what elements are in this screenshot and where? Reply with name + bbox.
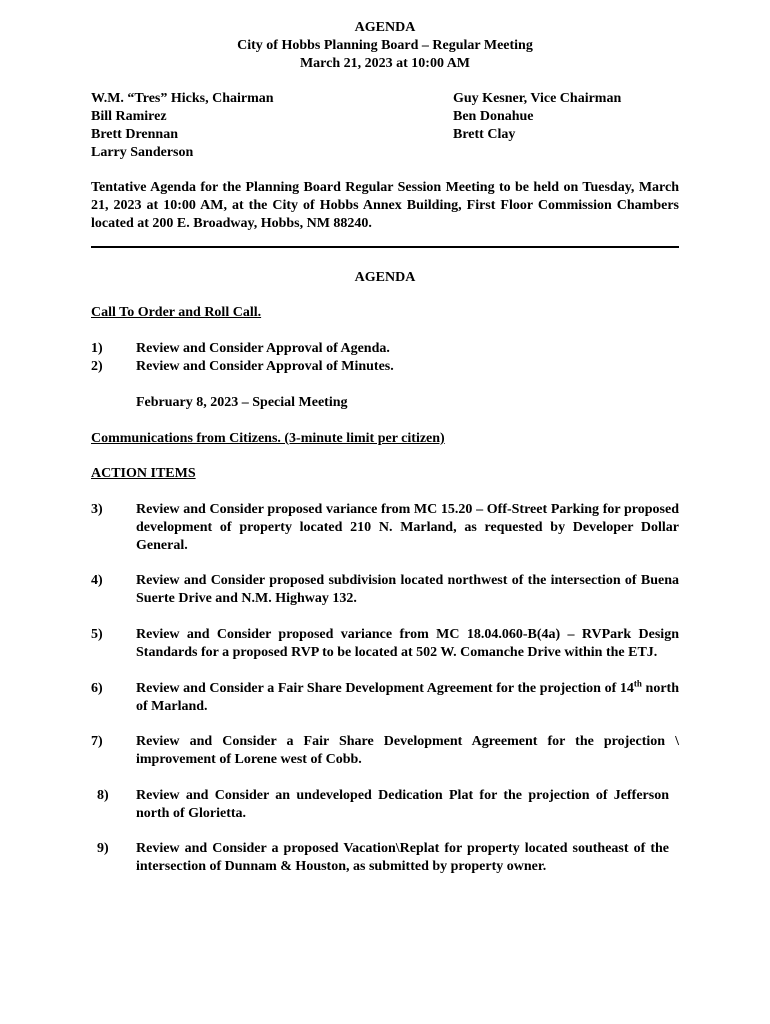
- item-number: 6): [91, 681, 103, 696]
- item-text-part: north of Marland.: [136, 681, 679, 714]
- ordinal-suffix: th: [633, 678, 642, 689]
- item-number: 1): [91, 341, 103, 356]
- item-number: 3): [91, 502, 103, 517]
- board-member: Larry Sanderson: [91, 145, 194, 160]
- agenda-item: [91, 787, 669, 823]
- item-number: 7): [91, 734, 103, 749]
- board-member: Brett Drennan: [91, 127, 178, 142]
- item-number: 8): [97, 788, 109, 803]
- agenda-item: [91, 626, 679, 662]
- item-number: 2): [91, 359, 103, 374]
- agenda-item: [91, 733, 679, 769]
- agenda-item: [91, 501, 679, 555]
- agenda-item: [91, 840, 669, 876]
- item-text: Review and Consider a Fair Share Development Agreement for the projection \ improvement of Lorene west of Cobb.: [136, 734, 679, 767]
- document-subtitle: City of Hobbs Planning Board – Regular Meeting: [237, 38, 533, 53]
- board-member: Brett Clay: [453, 127, 516, 142]
- item-text: Review and Consider Approval of Minutes.: [136, 359, 394, 374]
- board-member: Ben Donahue: [453, 109, 534, 124]
- item-text: Review and Consider proposed subdivision located northwest of the intersection of Buena Suerte Drive and N.M. Highway 132.: [136, 573, 679, 606]
- item-text: Review and Consider Approval of Agenda.: [136, 341, 390, 356]
- board-member: Guy Kesner, Vice Chairman: [453, 91, 622, 106]
- item-number: 9): [97, 841, 109, 856]
- agenda-item: [91, 680, 679, 716]
- meeting-date: March 21, 2023 at 10:00 AM: [299, 56, 471, 71]
- agenda-item: [91, 340, 679, 358]
- divider-line: [91, 246, 679, 248]
- board-members-right: [453, 90, 621, 144]
- call-to-order-heading: Call To Order and Roll Call.: [91, 305, 262, 320]
- item-number: 4): [91, 573, 103, 588]
- minutes-date: February 8, 2023 – Special Meeting: [136, 395, 348, 410]
- item-text: Review and Consider proposed variance from MC 15.20 – Off-Street Parking for proposed development of property located 210 N. Marland, as requested by Developer Dollar General.: [136, 502, 679, 553]
- item-text: Review and Consider proposed variance from MC 18.04.060-B(4a) – RVPark Design Standards for a proposed RVP to be located at 502 W. Comanche Drive within the ETJ.: [136, 627, 679, 660]
- agenda-item: [91, 572, 679, 608]
- intro-paragraph: Tentative Agenda for the Planning Board Regular Session Meeting to be held on Tuesday, March 21, 2023 at 10:00 AM, at the City of Hobbs Annex Building, First Floor Commission Chambers located at 200 E. Broadway, Hobbs, NM 88240.: [91, 180, 679, 231]
- board-members-left: [91, 90, 274, 162]
- document-title: AGENDA: [354, 20, 416, 35]
- item-text-part: Review and Consider a Fair Share Development Agreement for the projection of 14: [136, 681, 634, 696]
- item-text: [136, 680, 679, 716]
- agenda-item: [91, 358, 679, 376]
- item-number: 5): [91, 627, 103, 642]
- item-text: Review and Consider a proposed Vacation\Replat for property located southeast of the intersection of Dunnam & Houston, as submitted by property owner.: [136, 841, 669, 874]
- document-header: [0, 19, 770, 73]
- board-member: W.M. “Tres” Hicks, Chairman: [91, 91, 274, 106]
- board-member: Bill Ramirez: [91, 109, 167, 124]
- communications-heading: Communications from Citizens. (3-minute limit per citizen): [91, 431, 445, 446]
- item-text: Review and Consider an undeveloped Dedication Plat for the projection of Jefferson north of Glorietta.: [136, 788, 669, 821]
- action-items-heading: ACTION ITEMS: [91, 466, 196, 481]
- agenda-heading: AGENDA: [354, 270, 416, 285]
